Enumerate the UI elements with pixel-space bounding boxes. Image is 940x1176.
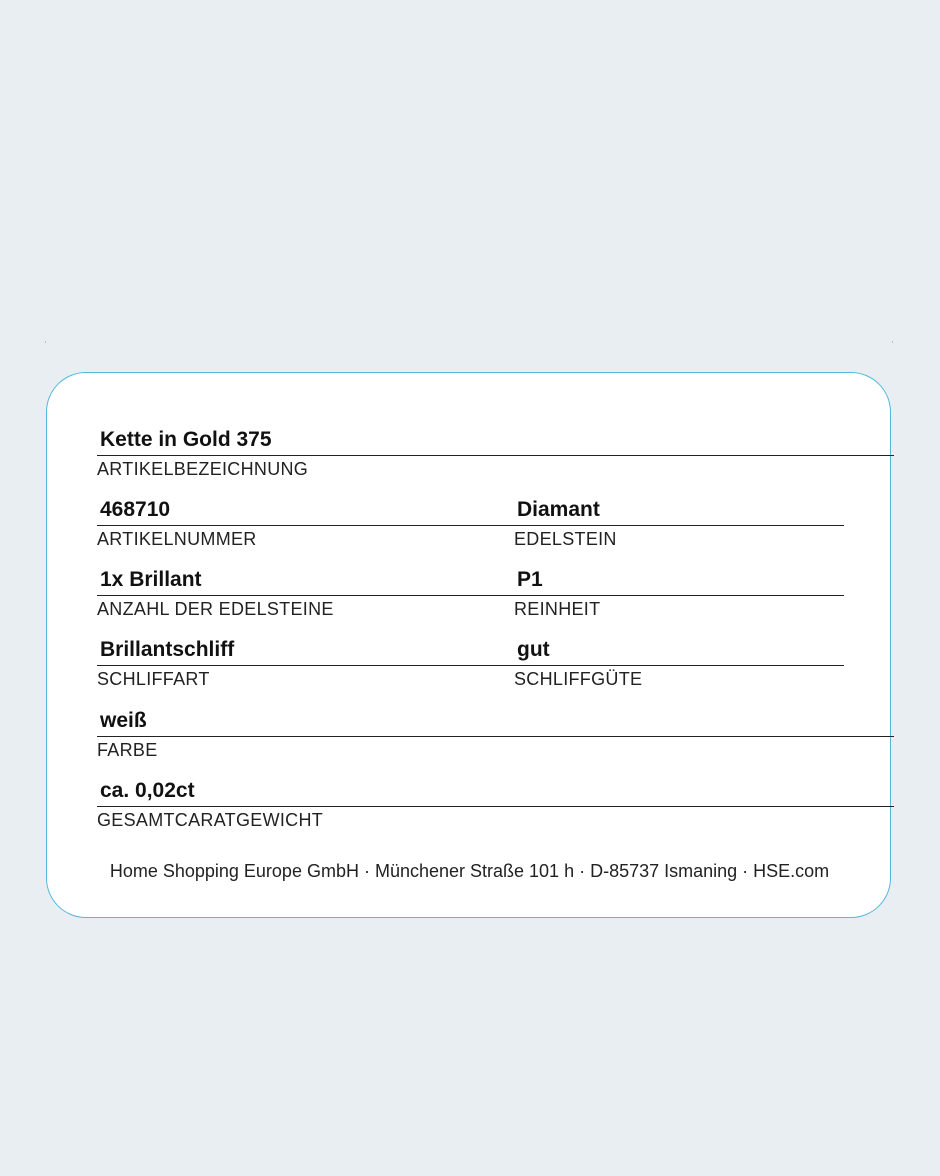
article-name-value: Kette in Gold 375 <box>97 425 894 456</box>
gemstone-label: EDELSTEIN <box>514 529 617 549</box>
field-gem-count <box>97 565 515 621</box>
certificate-card <box>46 372 891 918</box>
field-article-number <box>97 495 515 551</box>
total-carat-value: ca. 0,02ct <box>97 776 894 807</box>
total-carat-label: GESAMTCARATGEWICHT <box>97 810 324 830</box>
clarity-value: P1 <box>514 565 844 596</box>
cut-type-value: Brillantschliff <box>97 635 515 666</box>
field-color <box>97 706 894 762</box>
article-number-label: ARTIKELNUMMER <box>97 529 257 549</box>
cut-type-label: SCHLIFFART <box>97 669 210 689</box>
field-total-carat <box>97 776 894 832</box>
gem-count-value: 1x Brillant <box>97 565 515 596</box>
color-value: weiß <box>97 706 894 737</box>
field-gemstone <box>514 495 844 551</box>
crop-mark-right <box>892 341 893 343</box>
article-number-value: 468710 <box>97 495 515 526</box>
article-name-label: ARTIKELBEZEICHNUNG <box>97 459 309 479</box>
cut-quality-label: SCHLIFFGÜTE <box>514 669 643 689</box>
clarity-label: REINHEIT <box>514 599 601 619</box>
field-cut-type <box>97 635 515 691</box>
field-cut-quality <box>514 635 844 691</box>
crop-mark-left <box>45 341 46 343</box>
gem-count-label: ANZAHL DER EDELSTEINE <box>97 599 334 619</box>
cut-quality-value: gut <box>514 635 844 666</box>
field-clarity <box>514 565 844 621</box>
color-label: FARBE <box>97 740 158 760</box>
gemstone-value: Diamant <box>514 495 844 526</box>
company-footer: Home Shopping Europe GmbH · Münchener Straße 101 h · D-85737 Ismaning · HSE.com <box>109 861 830 881</box>
field-article-name <box>97 425 894 481</box>
